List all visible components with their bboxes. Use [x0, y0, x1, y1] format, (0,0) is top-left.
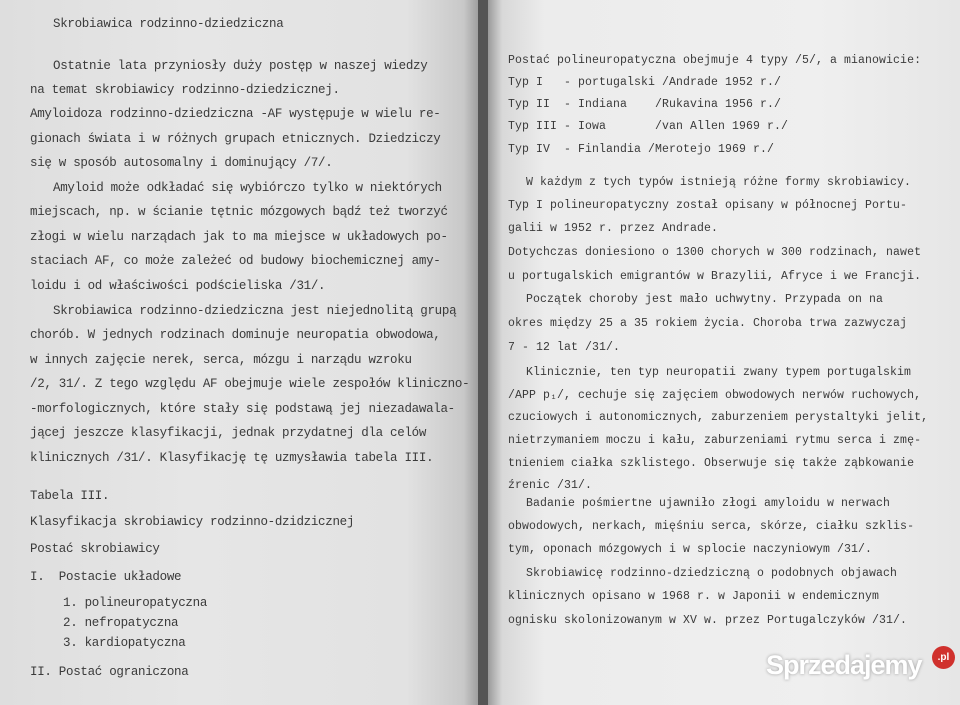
text-line: jącej jeszcze klasyfikacji, jednak przydatnej dla celów [30, 426, 427, 440]
book-gutter [478, 0, 488, 705]
watermark-badge: .pl [932, 646, 955, 669]
text-line: Początek choroby jest mało uchwytny. Przypada on na [526, 293, 884, 306]
table-section: II. Postać ograniczona [30, 665, 189, 679]
text-line: Dotychczas doniesiono o 1300 chorych w 300 rodzinach, nawet [508, 246, 922, 259]
text-line: Klinicznie, ten typ neuropatii zwany typem portugalskim [526, 366, 912, 379]
table-item: 1. polineuropatyczna [63, 596, 208, 610]
text-line: nietrzymaniem moczu i kału, zaburzeniami rytmu serca i zmę- [508, 434, 922, 447]
type-row: Typ IV - Finlandia /Merotejo 1969 r./ [508, 143, 775, 156]
text-line: 7 - 12 lat /31/. [508, 341, 621, 354]
section-title: Skrobiawica rodzinno-dziedziczna [53, 17, 284, 31]
text-line: okres między 25 a 35 rokiem życia. Choroba trwa zazwyczaj [508, 317, 908, 330]
table-item: 3. kardiopatyczna [63, 636, 186, 650]
text-line: w innych zajęcie nerek, serca, mózgu i narządu wzroku [30, 353, 412, 367]
type-row: Typ III - Iowa /van Allen 1969 r./ [508, 120, 789, 133]
table-label: Tabela III. [30, 489, 110, 503]
text-line: Amyloid może odkładać się wybiórczo tylko w niektórych [53, 181, 442, 195]
text-line: czuciowych i autonomicznych, zaburzeniem perystaltyki jelit, [508, 411, 929, 424]
text-line: W każdym z tych typów istnieją różne formy skrobiawicy. [526, 176, 912, 189]
text-line: Skrobiawica rodzinno-dziedziczna jest niejednolitą grupą [53, 304, 457, 318]
text-line: klinicznych /31/. Klasyfikację tę uzmysławia tabela III. [30, 451, 434, 465]
text-line: klinicznych opisano w 1968 r. w Japonii w endemicznym [508, 590, 880, 603]
type-row: Typ I - portugalski /Andrade 1952 r./ [508, 76, 782, 89]
text-line: chorób. W jednych rodzinach dominuje neuropatia obwodowa, [30, 328, 441, 342]
text-line: Skrobiawicę rodzinno-dziedziczną o podobnych objawach [526, 567, 898, 580]
text-line: Ostatnie lata przyniosły duży postęp w naszej wiedzy [53, 59, 428, 73]
text-line: Typ I polineuropatyczny został opisany w północnej Portu- [508, 199, 908, 212]
text-line: /2, 31/. Z tego względu AF obejmuje wiele zespołów kliniczno- [30, 377, 470, 391]
text-line: tnieniem ciałka szklistego. Obserwuje się także ząbkowanie [508, 457, 915, 470]
table-caption: Klasyfikacja skrobiawicy rodzinno-dzidzicznej [30, 515, 355, 529]
text-line: loidu i od właściwości podścieliska /31/. [30, 279, 326, 293]
text-line: u portugalskich emigrantów w Brazylii, Afryce i we Francji. [508, 270, 922, 283]
text-line: na temat skrobiawicy rodzinno-dziedzicznej. [30, 83, 340, 97]
text-line: Amyloidoza rodzinno-dziedziczna -AF występuje w wielu re- [30, 107, 441, 121]
text-line: -morfologicznych, które stały się podstawą jej niezadawala- [30, 402, 455, 416]
text-line: się w sposób autosomalny i dominujący /7/. [30, 156, 333, 170]
left-page [0, 0, 478, 705]
text-line: ognisku skolonizowanym w XV w. przez Portugalczyków /31/. [508, 614, 908, 627]
text-line: źrenic /31/. [508, 479, 593, 492]
text-line: galii w 1952 r. przez Andrade. [508, 222, 719, 235]
right-page [488, 0, 960, 705]
text-line: tym, oponach mózgowych i w splocie naczyniowym /31/. [508, 543, 873, 556]
watermark-logo: Sprzedajemy [766, 650, 922, 680]
text-line: Badanie pośmiertne ujawniło złogi amyloidu w nerwach [526, 497, 891, 510]
text-line: Postać polineuropatyczna obejmuje 4 typy /5/, a mianowicie: [508, 54, 922, 67]
text-line: obwodowych, nerkach, mięśniu serca, skórze, ciałku szklis- [508, 520, 915, 533]
text-line: staciach AF, co może zależeć od budowy biochemicznej amy- [30, 254, 441, 268]
text-line: gionach świata i w różnych grupach etnicznych. Dziedziczy [30, 132, 441, 146]
table-header: Postać skrobiawicy [30, 542, 160, 556]
text-line: /APP p₁/, cechuje się zajęciem obwodowych nerwów ruchowych, [508, 389, 922, 402]
table-item: 2. nefropatyczna [63, 616, 179, 630]
table-section: I. Postacie układowe [30, 570, 182, 584]
text-line: złogi w wielu narządach jak to ma miejsce w układowych po- [30, 230, 448, 244]
type-row: Typ II - Indiana /Rukavina 1956 r./ [508, 98, 782, 111]
text-line: miejscach, np. w ścianie tętnic mózgowych bądź też tworzyć [30, 205, 448, 219]
